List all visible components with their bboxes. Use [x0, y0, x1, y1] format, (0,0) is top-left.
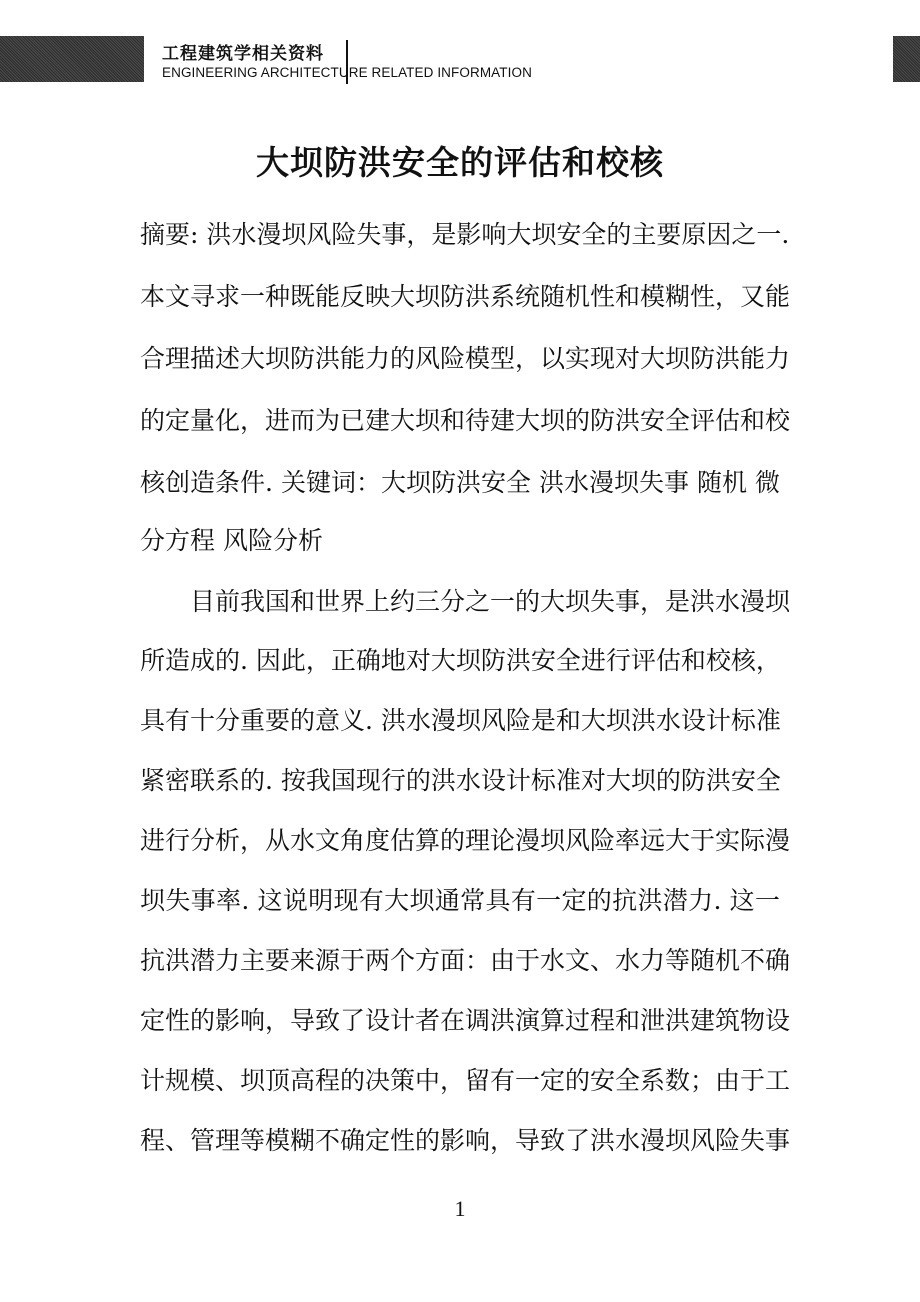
abstract-line: 合理描述大坝防洪能力的风险模型，以实现对大坝防洪能力	[140, 344, 791, 373]
abstract-line: 核创造条件. 关键词：大坝防洪安全 洪水漫坝失事 随机 微	[140, 468, 780, 497]
body-line: 计规模、坝顶高程的决策中，留有一定的安全系数；由于工	[140, 1066, 791, 1095]
header-english-title: ENGINEERING ARCHITECTURE RELATED INFORMATION	[162, 65, 532, 80]
abstract-line: 分方程 风险分析	[140, 526, 323, 555]
body-line: 具有十分重要的意义. 洪水漫坝风险是和大坝洪水设计标准	[140, 706, 781, 735]
body-line: 进行分析，从水文角度估算的理论漫坝风险率远大于实际漫	[140, 826, 791, 855]
body-line: 程、管理等模糊不确定性的影响，导致了洪水漫坝风险失事	[140, 1126, 791, 1155]
abstract-line: 的定量化，进而为已建大坝和待建大坝的防洪安全评估和校	[140, 406, 791, 435]
header-decor-block-right	[893, 36, 920, 82]
page-number: 1	[454, 1196, 466, 1221]
abstract-line: 本文寻求一种既能反映大坝防洪系统随机性和模糊性，又能	[140, 282, 791, 311]
body-line: 所造成的. 因此，正确地对大坝防洪安全进行评估和校核，	[140, 646, 781, 675]
body-line: 目前我国和世界上约三分之一的大坝失事，是洪水漫坝	[190, 587, 791, 616]
body-line: 紧密联系的. 按我国现行的洪水设计标准对大坝的防洪安全	[140, 766, 781, 795]
body-line: 定性的影响，导致了设计者在调洪演算过程和泄洪建筑物设	[140, 1006, 791, 1035]
header-chinese-title: 工程建筑学相关资料	[162, 44, 324, 64]
body-line: 抗洪潜力主要来源于两个方面：由于水文、水力等随机不确	[140, 946, 791, 975]
abstract-line: 摘要: 洪水漫坝风险失事，是影响大坝安全的主要原因之一.	[140, 220, 790, 249]
header-decor-block-left	[0, 36, 144, 82]
body-line: 坝失事率. 这说明现有大坝通常具有一定的抗洪潜力. 这一	[140, 886, 780, 915]
document-title: 大坝防洪安全的评估和校核	[256, 143, 664, 182]
